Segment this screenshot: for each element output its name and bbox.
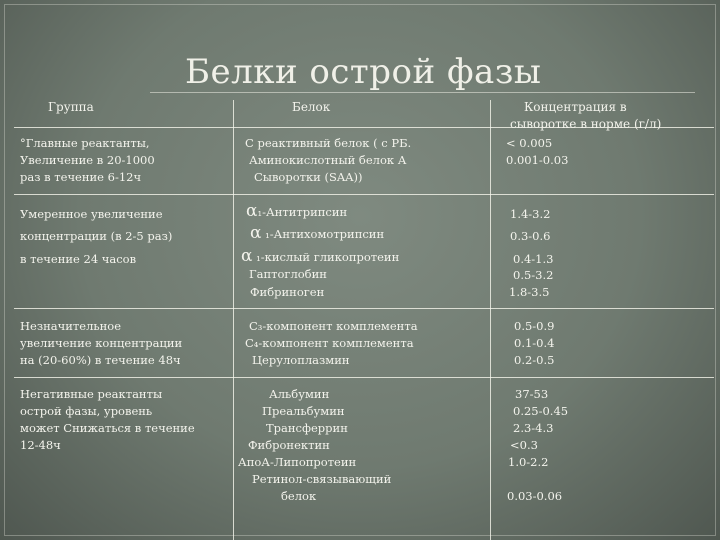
- conc-haptoglobin: 0.5-3.2: [513, 268, 554, 282]
- protein-antichymotrypsin: α ₁-Антихомотрипсин: [250, 223, 385, 243]
- group2-line1: Умеренное увеличение: [20, 207, 163, 221]
- column-divider-2: [490, 100, 491, 540]
- header-group: Группа: [48, 100, 94, 114]
- group1-line1: °Главные реактанты,: [20, 136, 150, 150]
- protein-retinol-binding-line2: белок: [281, 489, 317, 503]
- conc-acid-glycoprotein: 0.4-1.3: [513, 252, 554, 266]
- conc-antichymotrypsin: 0.3-0.6: [510, 229, 551, 243]
- protein-saa-line2: Сыворотки (SAA)): [254, 170, 363, 184]
- protein-albumin: Альбумин: [269, 387, 330, 401]
- conc-antitrypsin: 1.4-3.2: [510, 207, 551, 221]
- group4-line2: острой фазы, уровень: [20, 404, 153, 418]
- header-concentration-line1: Концентрация в: [524, 100, 627, 114]
- protein-c3-complement: C₃-компонент комплемента: [249, 319, 418, 333]
- group3-line3: на (20-60%) в течение 48ч: [20, 353, 181, 367]
- protein-retinol-binding-line1: Ретинол-связывающий: [252, 472, 392, 486]
- protein-apoa-lipoprotein: АпоА-Липопротеин: [238, 455, 357, 469]
- row-divider-3: [14, 377, 714, 378]
- protein-saa-line1: Аминокислотный белок А: [249, 153, 407, 167]
- conc-prealbumin: 0.25-0.45: [513, 404, 569, 418]
- conc-apoa-lipoprotein: 1.0-2.2: [508, 455, 549, 469]
- row-divider-2: [14, 308, 714, 309]
- alpha-symbol: α: [250, 223, 262, 243]
- alpha-symbol: α: [241, 246, 253, 266]
- conc-crp: < 0.005: [506, 136, 553, 150]
- protein-ceruloplasmin: Церулоплазмин: [252, 353, 350, 367]
- protein-fibronectin: Фибронектин: [248, 438, 330, 452]
- header-protein: Белок: [292, 100, 331, 114]
- conc-retinol-binding: 0.03-0.06: [507, 489, 563, 503]
- group4-line1: Негативные реактанты: [20, 387, 163, 401]
- header-concentration-line2: сыворотке в норме (г/л): [510, 117, 662, 131]
- group3-line1: Незначительное: [20, 319, 122, 333]
- conc-fibronectin: <0.3: [510, 438, 538, 452]
- protein-haptoglobin: Гаптоглобин: [249, 267, 327, 281]
- conc-transferrin: 2.3-4.3: [513, 421, 554, 435]
- group4-line3: может Снижаться в течение: [20, 421, 195, 435]
- protein-c4-complement: C₄-компонент комплемента: [245, 336, 414, 350]
- conc-c4: 0.1-0.4: [514, 336, 555, 350]
- conc-fibrinogen: 1.8-3.5: [509, 285, 550, 299]
- group1-line2: Увеличение в 20-1000: [20, 153, 155, 167]
- protein-fibrinogen: Фибриноген: [250, 285, 325, 299]
- column-divider-1: [233, 100, 234, 540]
- conc-saa: 0.001-0.03: [506, 153, 569, 167]
- group2-line2: концентрации (в 2-5 раз): [20, 229, 173, 243]
- row-divider-1: [14, 194, 714, 195]
- conc-c3: 0.5-0.9: [514, 319, 555, 333]
- protein-crp: С реактивный белок ( с РБ.: [245, 136, 412, 150]
- slide-title: Белки острой фазы: [185, 52, 542, 92]
- group2-line3: в течение 24 часов: [20, 252, 137, 266]
- protein-prealbumin: Преальбумин: [262, 404, 345, 418]
- alpha-symbol: α: [246, 201, 258, 221]
- group4-line4: 12-48ч: [20, 438, 61, 452]
- protein-acid-glycoprotein: α ₁-кислый гликопротеин: [241, 246, 400, 266]
- conc-ceruloplasmin: 0.2-0.5: [514, 353, 555, 367]
- protein-transferrin: Трансферрин: [266, 421, 348, 435]
- group1-line3: раз в течение 6-12ч: [20, 170, 142, 184]
- conc-albumin: 37-53: [515, 387, 549, 401]
- group3-line2: увеличение концентрации: [20, 336, 183, 350]
- protein-antitrypsin: α₁-Антитрипсин: [246, 201, 348, 221]
- title-underline: [150, 92, 695, 93]
